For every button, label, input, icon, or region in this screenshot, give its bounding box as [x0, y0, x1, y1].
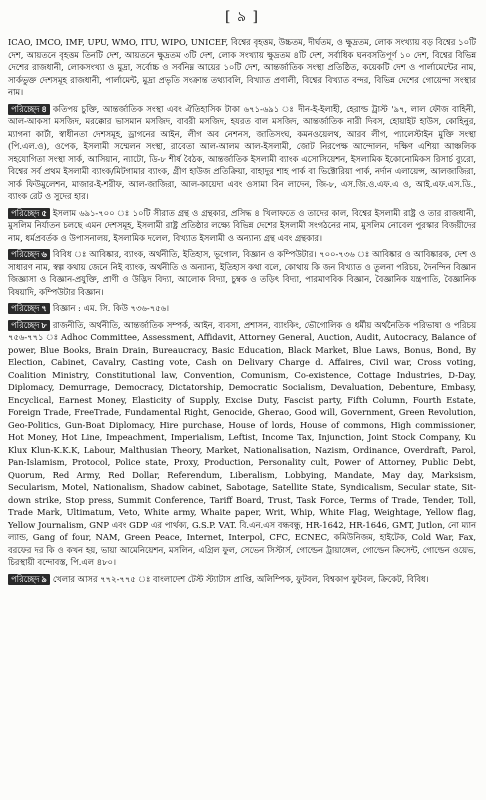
- chapter-7-text: বিজ্ঞান : এম. সি. কিউ ৭৩৬-৭৫৬।: [52, 303, 170, 313]
- chapter-4-label: পরিচ্ছেদ: [11, 103, 40, 114]
- chapter-8-heading: [8, 320, 50, 331]
- chapter-6-paragraph: [8, 248, 476, 298]
- chapter-7-label: পরিচ্ছেদ: [11, 303, 40, 313]
- chapter-5-heading: [8, 208, 50, 219]
- chapter-9-heading: [8, 574, 50, 585]
- chapter-7-heading: [8, 303, 50, 314]
- chapter-9-text: খেলার আসর ৭৭২-৭৭৫ ঃ বাংলাদেশ টেস্ট স্ট্যাটাস প্রাপ্তি, অলিম্পিক, ফুটবল, বিশ্বকাপ ফুটবল, ক্রিকেট, বিবিধ।: [52, 573, 429, 584]
- chapter-5-label: পরিচ্ছেদ: [11, 207, 40, 218]
- chapter-7-paragraph: [8, 302, 476, 315]
- chapter-5-paragraph: [8, 207, 476, 245]
- chapter-8-text: রাজনীতি, অর্থনীতি, আন্তর্জাতিক সম্পর্ক, আইন, ব্যবসা, প্রশাসন, ব্যাংকিং, ভৌগোলিক ও ধর্মীয় অর্থনৈতিক পরিভাষা ও পরিচয় ৭৫৬-৭৭১ ঃ Adhoc Committee, Assessment, Affidavit, Attorney General, Auction, Audit, Autocracy, Balance of power, Blue Books, Brain Drain, Bureaucracy, Basic Education, Black Market, Blue Laws, Bonus, Bond, By Election, Cabinet, Cavalry, Casting vote, Cash on Delivary Charge d. Affaires, Civil war, Cross voting, Coalition Ministry, Constitutional law, Convention, Comunism, Co-existence, Cottage Industries, D-Day, Diplomacy, Demurrage, Democracy, Dictatorship, Democratic Socialism, Devaluation, Debenture, Embasy, Encyclical, Earnest Money, Elasticity of Supply, Excise Duty, Fascist party, Fifth Column, Fourth Estate, Foreign Trade, FreeTrade, Fundamental Right, Genocide, Gherao, Good will, Government, Green Revolution, Geo-Politics, Gun-Boat Diplomacy, Hire purchase, House of lords, House of commons, High commissioner, Hot Money, Hot Line, Impeachment, Imperialism, Leftist, Income Tax, Injunction, Joint Stock Company, Ku Klux Klun-K.K.K, Labour, Malthusian Theory, Market, Nationalisation, Nazism, Ordinance, Overdraft, Parol, Pan-Islamism, Protocol, Police state, Proxy, Production, Personality cult, Power of Attorney, Public Debt, Quorum, Red Army, Red Dollar, Referendum, Liberalism, Lobbying, Mandate, May day, Marksism, Secularism, Motel, Nationalism, Shadow cabinet, Sabotage, Satellite State, Syndicalism, Secular state, Sit-down strike, Stop press, Summit Conference, Tariff Board, Trust, Task Force, Terms of Trade, Tender, Toll, Trade Mark, Ultimatum, Veto, White army, Whaite paper, Writ, Whip, White Flag, Weightage, Yellow flag, Yellow Journalism, GNP এবং GDP এর পার্থক্য, G.S.P. VAT. বি.এন.এস বন্ধবন্ধু, HR-1642, HR-1646, GMT, Jutlon, নো ম্যান ল্যান্ড, Gang of four, NAM, Green Peace, Internet, Interpol, CFC, ECNEC, কমিউনিজম, হাইটেক, Cold War, Fax, বরফের দর কি ও কখন হয়, ভায়া আমেনিয়েশন, মসলিন, এগ্রিল ফুল, সেভেন সিস্টার্স, গোল্ডেন ট্রায়াঙ্গেল, গোল্ডেন ক্রিসেন্ট, গোল্ডেন ওয়েভ, চিরস্থায়ী বন্দোবস্ত, পি.এল ৪৮০।: [8, 319, 476, 567]
- intro-paragraph: [8, 36, 476, 99]
- chapter-9-paragraph: [8, 573, 476, 586]
- chapter-4-paragraph: [8, 103, 476, 203]
- chapter-8-number: ৮: [41, 319, 47, 330]
- chapter-6-text: বিবিধ ঃ আবিষ্কার, ব্যাংক, অর্থনীতি, ইতিহাস, ভূগোল, বিজ্ঞান ও কম্পিউটার। ৭০০-৭৩৬ ঃ আবিষ্কার ও আবিষ্কারক, দেশ ও সাধারণ নাম, স্বল্প কথায় জেনে নিই ব্যাংক, অর্থনীতি ও অন্যান্য, ইতিহাস কথা বলে, কোথায় কি জন বিখ্যাত ও তুলনা পরিচয়, দৈনন্দিন বিজ্ঞান জিজ্ঞাসা ও বিজ্ঞান-প্রযুক্তি, প্রাণী ও উদ্ভিদ বিদ্যা, আলোক বিদ্যা, চুম্বক ও তড়িৎ বিদ্যা, পারমাণবিক বিজ্ঞান, বৈজ্ঞানিক যন্ত্রপাতি, বৈজ্ঞানিক বিষয়াদি, কম্পিউটার বিজ্ঞান।: [8, 249, 476, 297]
- intro-text: ICAO, IMCO, IMF, UPU, WMO, ITU, WIPO, UNICEF, বিশ্বের বৃহত্তম, উচ্চতম, দীর্ঘতম, ও ক্ষুদ্রতম, লোক সংখ্যায় বড় বিশ্বের ১০টি দেশ, আয়তনে বৃহত্তম তিনটি দেশ, আয়তনে ক্ষুদ্রতম ৩টি দেশ, লোক সংখ্যায় ক্ষুদ্রতম ৪টি দেশ, সর্বাধিক ঘনবসতিপূর্ণ ১০ দেশ, বিশ্বের বিভিন্ন দেশের রাজধানী, লোকসংখ্যা ও মুদ্রা, সর্বোচ্চ ও সর্বনিম্ন আয়ের ১০টি দেশ, আন্তর্জাতিক সংস্থা প্রতিষ্ঠিত, কয়েকটি দেশ ও পার্লামেন্টের নাম, সার্কভুক্ত দেশসমূহ রাজধানী, পার্লামেন্ট, মুদ্রা প্রভৃতি সংক্রান্ত তথ্যাবলি, বিখ্যাত প্রণালী, বিশ্বের বিখ্যাত বন্দর, বিভিন্ন দেশের গোয়েন্দা সংস্থার নাম।: [8, 37, 476, 97]
- chapter-4-text: কতিপয় চুক্তি, আন্তর্জাতিক সংস্থা এবং ঐতিহাসিক টাকা ৬৭১-৬৯১ ঃ দীন-ই-ইলাহী, হেরাল্ড ট্রাস্ট '৯৭, লাল ফৌজ বাহিনী, আল-আকসা মসজিদ, মরক্কোর ভাসমান মসজিদ, বাবরী মসজিদ, হযরত বাল মসজিদ, আন্তর্জাতিক নারী দিবস, হোয়াইট হাউস, কোহিনুর, ম্যাগনা কার্টা, স্বাধীনতা দেশসমূহ, ড্রাগনের আইন, লীগ অব নেশনস, জাতিসংঘ, কমনওয়েলথ, আরব লীগ, প্যালেস্টাইন মুক্তি সংস্থা (পি.এল.ও), ওপেক, ইসলামী সম্মেলন সংস্থা, রাবেতা আল-আলম আল-ইসলামী, জোট নিরপেক্ষ আন্দোলন, দক্ষিণ এশিয়া আঞ্চলিক সহযোগিতা সংস্থা সার্ক, আসিয়ান, ন্যাটো, ডি-৮ শীর্ষ বৈঠক, আন্তর্জাতিক ইসলামী ব্যাংক এসোসিয়েশন, ইসলামিক ইকোনোমিকস রিসার্চ ব্যুরো, বিশ্বের সর্ব প্রথম ইসলামী ব্যাংক/মিটগামার ব্যাংক, গ্রীণ হাউজ প্রতিক্রিয়া, বাহাদুর শাহ পার্ক বা ভিক্টোরিয়া পার্ক, নর্দান এলায়েন্স, আলজাজিরা, সার্ক ফিউমুলেশন, মাজার-ই-শরীফ, আল-জাজিরা, আল-কায়েদা এবং ওসামা বিন লাদেন, জি-৮, এস.জি.ও.এফ.এ ও, আই.এফ.এস.ডি., ব্যাংক রেট ও সুদের হার।: [8, 103, 476, 201]
- chapter-7-number: ৭: [41, 303, 47, 313]
- chapter-9-label: পরিচ্ছেদ: [11, 573, 40, 584]
- chapter-5-number: ৫: [41, 207, 47, 218]
- page-number: [ ৯ ]: [225, 9, 259, 25]
- chapter-6-label: পরিচ্ছেদ: [11, 249, 40, 259]
- chapter-4-number: ৪: [41, 103, 47, 114]
- chapter-6-heading: [8, 249, 50, 260]
- chapter-4-heading: [8, 104, 50, 115]
- chapter-9-number: ৯: [41, 573, 47, 584]
- chapter-8-label: পরিচ্ছেদ: [11, 319, 40, 330]
- chapter-8-paragraph: [8, 319, 476, 569]
- chapter-5-text: ইসলাম ৬৯১-৭০০ ঃ ১০টি সীরাত গ্রন্থ ও গ্রন্থকার, প্রসিদ্ধ ৪ খিলাফতে ও তাদের কাল, বিশ্বের ইসলামী রাষ্ট্র ও তার রাজধানী, মুসলিম নির্যাতন চলছে এমন দেশসমূহ, ইসলামী রাষ্ট্র প্রতিষ্ঠার লক্ষ্যে বিভিন্ন দেশের ইসলামী সংগঠনের নাম, মুসলিম নোবেল পুরস্কার বিজয়ীদের নাম, ধর্মপ্রবর্তক ও উপাসনালয়, ইসলামিক দলেল, বিখ্যাত ইসলামী ও অন্যান্য গ্রন্থ এবং গ্রন্থকার।: [8, 207, 476, 243]
- chapter-6-number: ৬: [41, 249, 47, 259]
